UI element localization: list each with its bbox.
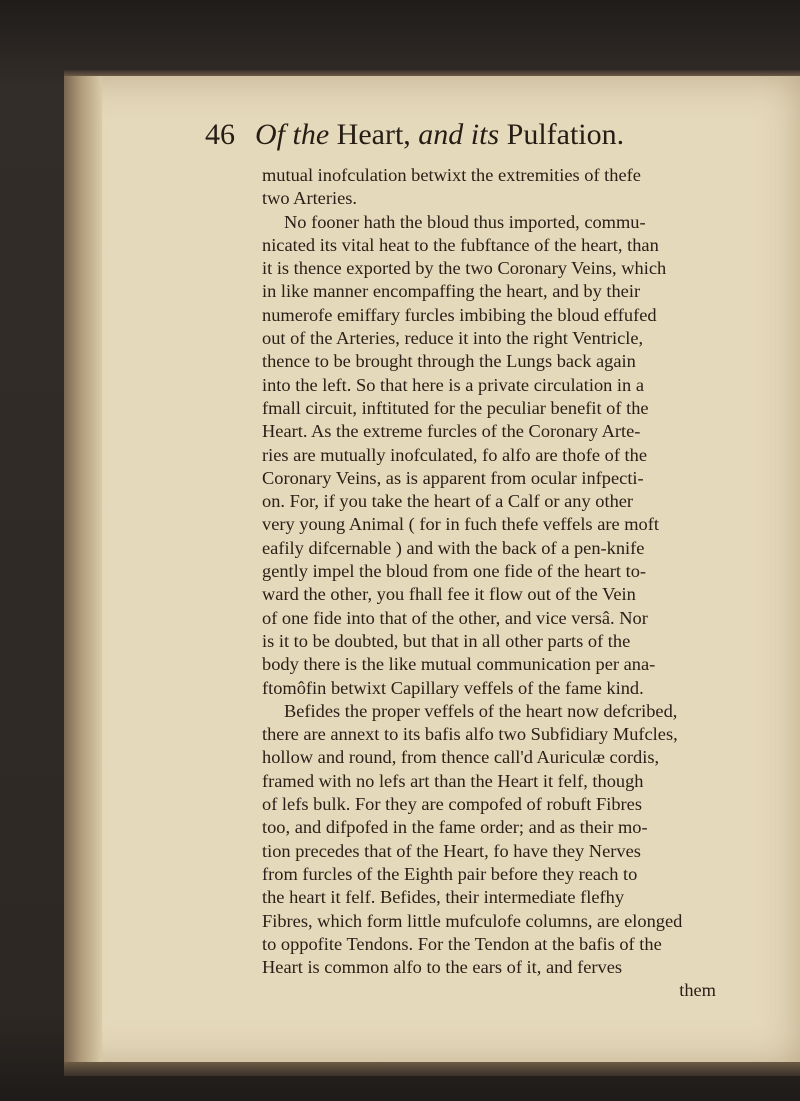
running-head-prefix: Of the [255,118,330,151]
text-line: too, and difpofed in the fame order; and as their mo- [262,817,648,838]
text-line: it is thence exported by the two Coronary Veins, which [262,258,667,279]
text-line: Coronary Veins, as is apparent from ocular infpecti- [262,467,644,488]
text-line: Fibres, which form little mufculofe columns, are elonged [262,910,683,931]
text-line: Heart is common alfo to the ears of it, and ferves [262,957,623,978]
running-head-and: and its [418,118,500,151]
text-line: very young Animal ( for in fuch thefe veffels are moft [262,514,659,535]
text-line: thence to be brought through the Lungs back again [262,351,636,372]
text-line: framed with no lefs art than the Heart it felf, though [262,770,644,791]
text-line: ftomôfin betwixt Capillary veffels of the fame kind. [262,677,644,698]
text-line: nicated its vital heat to the fubftance of the heart, than [262,234,659,255]
text-line: two Arteries. [262,188,357,209]
text-line: in like manner encompaffing the heart, and by their [262,281,641,302]
text-line: eafily difcernable ) and with the back of a pen-knife [262,537,645,558]
text-line: ward the other, you fhall fee it flow out of the Vein [262,584,636,605]
text-line: Heart. As the extreme furcles of the Coronary Arte- [262,421,641,442]
text-line: is it to be doubted, but that in all other parts of the [262,630,631,651]
running-head-main: Heart, [336,118,411,151]
text-line: on. For, if you take the heart of a Calf or any other [262,491,634,512]
text-line: tion precedes that of the Heart, fo have they Nerves [262,840,641,861]
text-line: ries are mutually inofculated, fo alfo are thofe of the [262,444,648,465]
running-head-end: Pulfation. [506,118,625,151]
body-text [262,164,722,1003]
text-line: into the left. So that here is a private circulation in a [262,374,644,395]
text-line: fmall circuit, inftituted for the peculiar benefit of the [262,397,649,418]
text-line: mutual inofculation betwixt the extremities of thefe [262,165,641,185]
text-line: Befides the proper veffels of the heart now defcribed, [284,700,678,721]
book-gutter [64,76,102,1066]
text-line: to oppofite Tendons. For the Tendon at the bafis of the [262,933,662,954]
page-number: 46 [205,118,235,151]
text-line: body there is the like mutual communication per ana- [262,654,656,675]
text-line: of lefs bulk. For they are compofed of robuft Fibres [262,794,642,815]
text-line: there are annext to its bafis alfo two Subfidiary Mufcles, [262,724,678,745]
text-line: from furcles of the Eighth pair before they reach to [262,863,638,884]
text-line: numerofe emiffary furcles imbibing the bloud effufed [262,304,657,325]
text-line: out of the Arteries, reduce it into the right Ventricle, [262,328,644,349]
page-bottom-edge [64,1062,800,1076]
text-line: No fooner hath the bloud thus imported, commu- [284,211,646,232]
text-line: the heart it felf. Befides, their intermediate flefhy [262,887,625,908]
running-head [255,118,624,152]
text-line: of one fide into that of the other, and vice versâ. Nor [262,607,648,628]
text-line: hollow and round, from thence call'd Auriculæ cordis, [262,747,660,768]
text-line: gently impel the bloud from one fide of the heart to- [262,561,647,582]
catchword: them [679,980,716,1001]
